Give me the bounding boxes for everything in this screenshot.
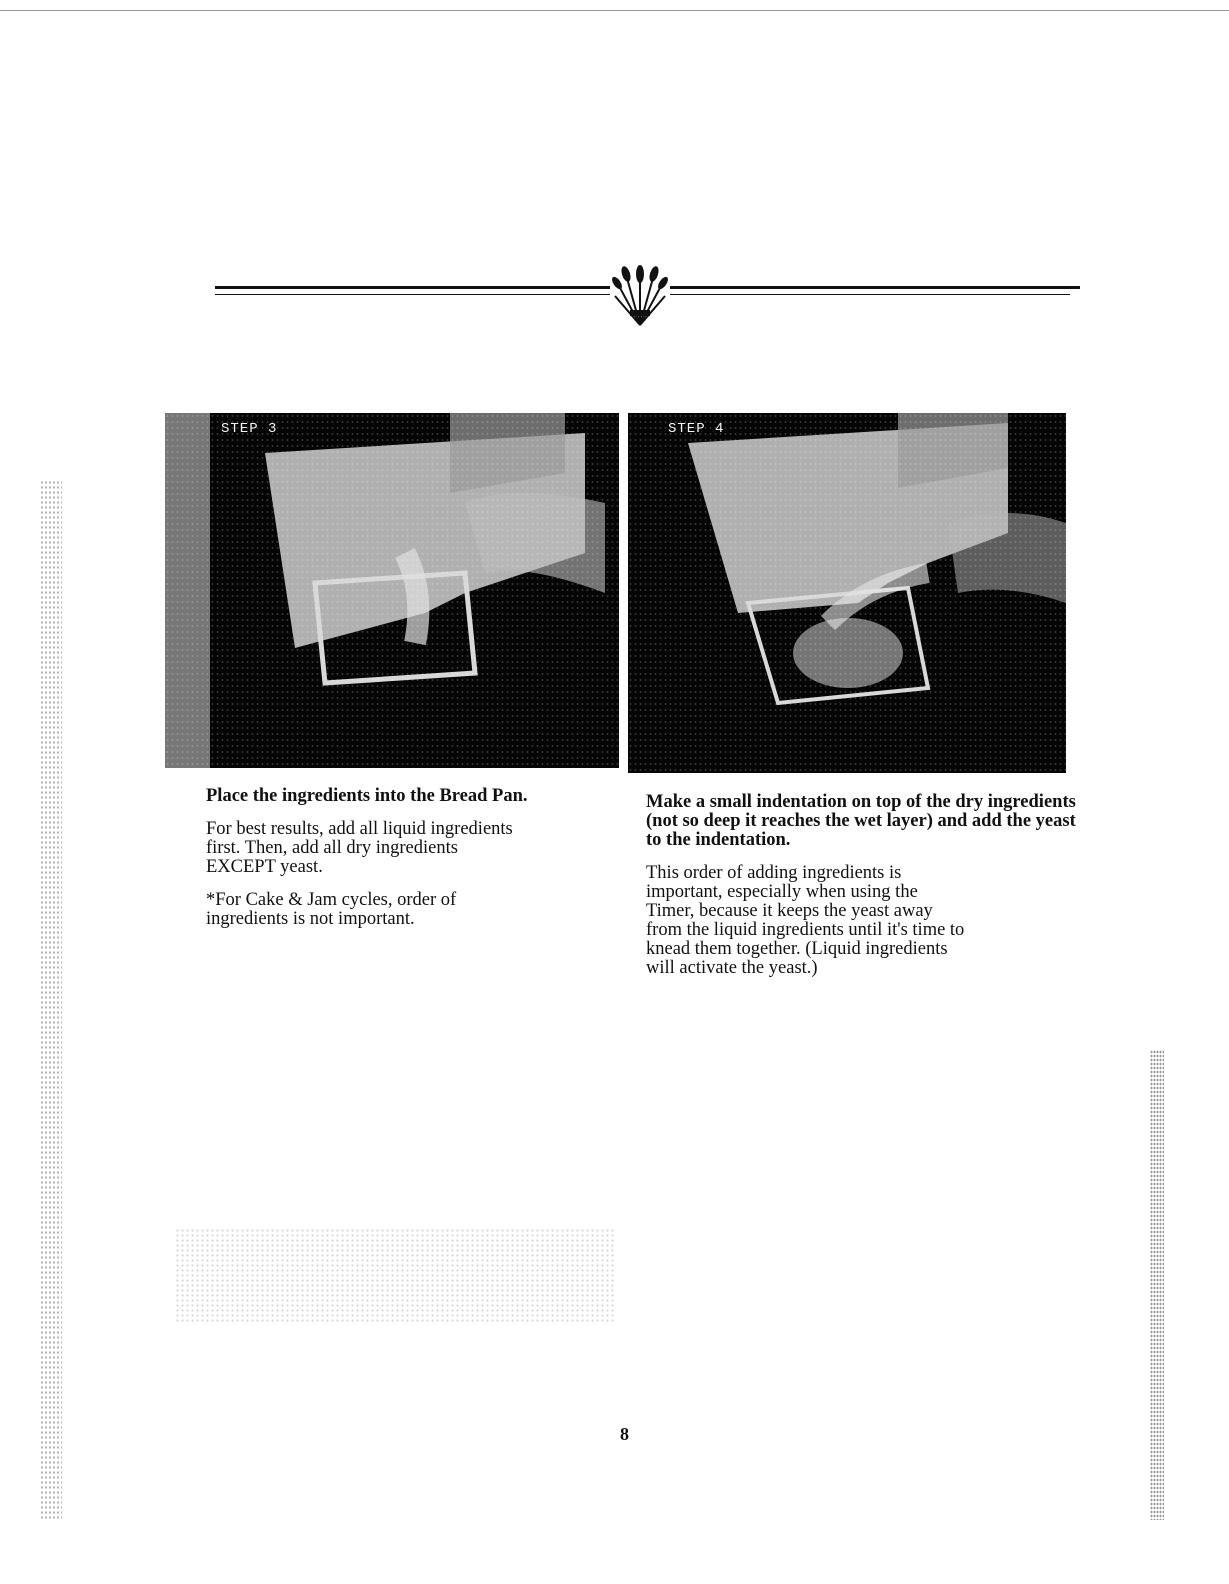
scan-noise-right xyxy=(1150,1050,1164,1520)
page-number: 8 xyxy=(620,1424,629,1444)
step-4-photo xyxy=(628,413,1066,773)
step-3-note: *For Cake & Jam cycles, order of ingredients is not important. xyxy=(206,890,457,929)
faded-bleed-through-text xyxy=(175,1228,615,1323)
scan-noise-left xyxy=(40,480,62,1520)
step-3-heading: Place the ingredients into the Bread Pan. xyxy=(206,786,528,806)
step-3-photo xyxy=(165,413,619,768)
step-3-text xyxy=(206,787,616,929)
step-4-heading: Make a small indentation on top of the dry ingredients (not so deep it reaches the wet layer) and add the yeast to the indentation. xyxy=(646,792,1076,850)
step-4-paragraph: This order of adding ingredients is important, especially when using the Timer, because it keeps the yeast away from the liquid ingredients until it's time to knead them together. (Liquid ingredients will activate the yeast.) xyxy=(646,863,965,978)
step-3-paragraph: For best results, add all liquid ingredients first. Then, add all dry ingredients EXCEPT yeast. xyxy=(206,819,513,877)
wheat-sheaf-icon xyxy=(605,260,675,330)
wheat-divider xyxy=(160,262,1080,332)
step-3-label: STEP 3 xyxy=(221,421,278,437)
top-border-line xyxy=(0,10,1229,11)
step-4-label: STEP 4 xyxy=(668,421,725,437)
step-4-text xyxy=(646,793,1076,992)
